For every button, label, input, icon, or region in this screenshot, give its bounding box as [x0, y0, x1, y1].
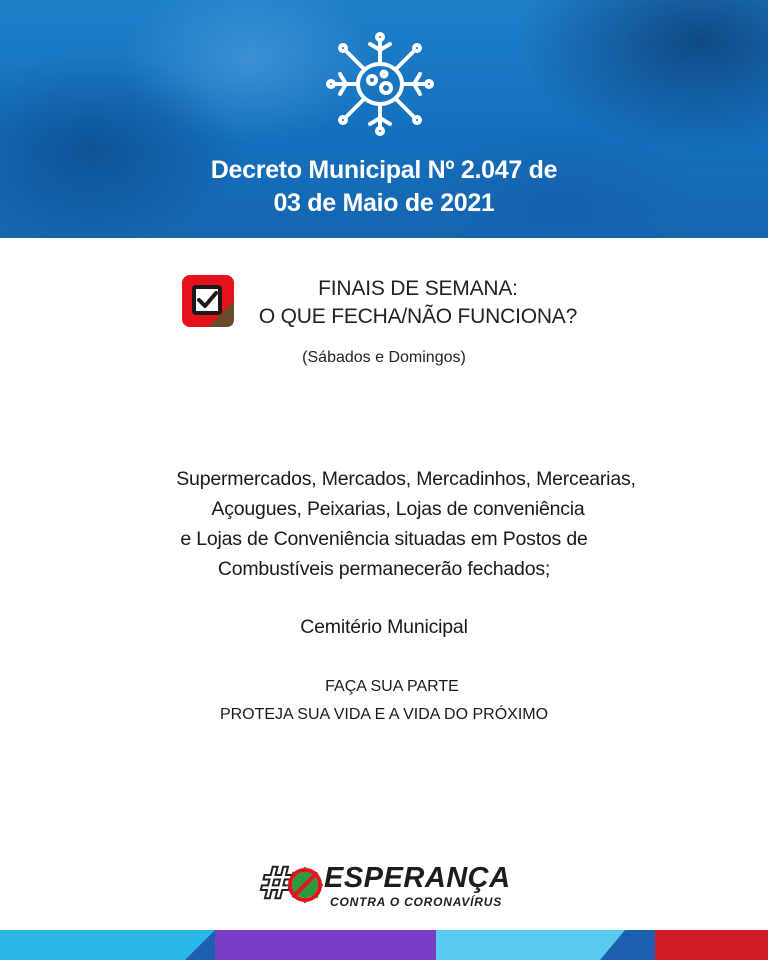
- decree-title-line1: Decreto Municipal Nº 2.047 de: [210, 156, 558, 184]
- closed-list-line: Supermercados, Mercados, Mercadinhos, Mercearias,: [176, 468, 636, 490]
- esperanca-logo: [258, 858, 514, 912]
- closed-list-line: e Lojas de Conveniência situadas em Postos de: [180, 528, 588, 550]
- cemetery-item: Cemitério Municipal: [300, 616, 468, 638]
- closed-list-line: Açougues, Peixarias, Lojas de conveniência: [211, 498, 585, 520]
- section-heading-line2: O QUE FECHA/NÃO FUNCIONA?: [258, 305, 578, 328]
- header-banner: [0, 0, 768, 238]
- closed-list-line: Combustíveis permanecerão fechados;: [217, 558, 551, 580]
- no-virus-icon: [286, 866, 324, 904]
- logo-word: ESPERANÇA: [324, 862, 511, 894]
- logo-hash: #: [258, 858, 289, 909]
- section-heading-line1: FINAIS DE SEMANA:: [318, 277, 518, 300]
- days-note: (Sábados e Domingos): [302, 349, 466, 366]
- decree-title-line2: 03 de Maio de 2021: [273, 189, 495, 217]
- virus-icon: [324, 28, 436, 140]
- logo-subtitle: CONTRA O CORONAVÍRUS: [330, 895, 502, 909]
- cta-line2: PROTEJA SUA VIDA E A VIDA DO PRÓXIMO: [219, 706, 549, 723]
- footer-color-band: [0, 930, 768, 960]
- cta-line1: FAÇA SUA PARTE: [325, 678, 459, 695]
